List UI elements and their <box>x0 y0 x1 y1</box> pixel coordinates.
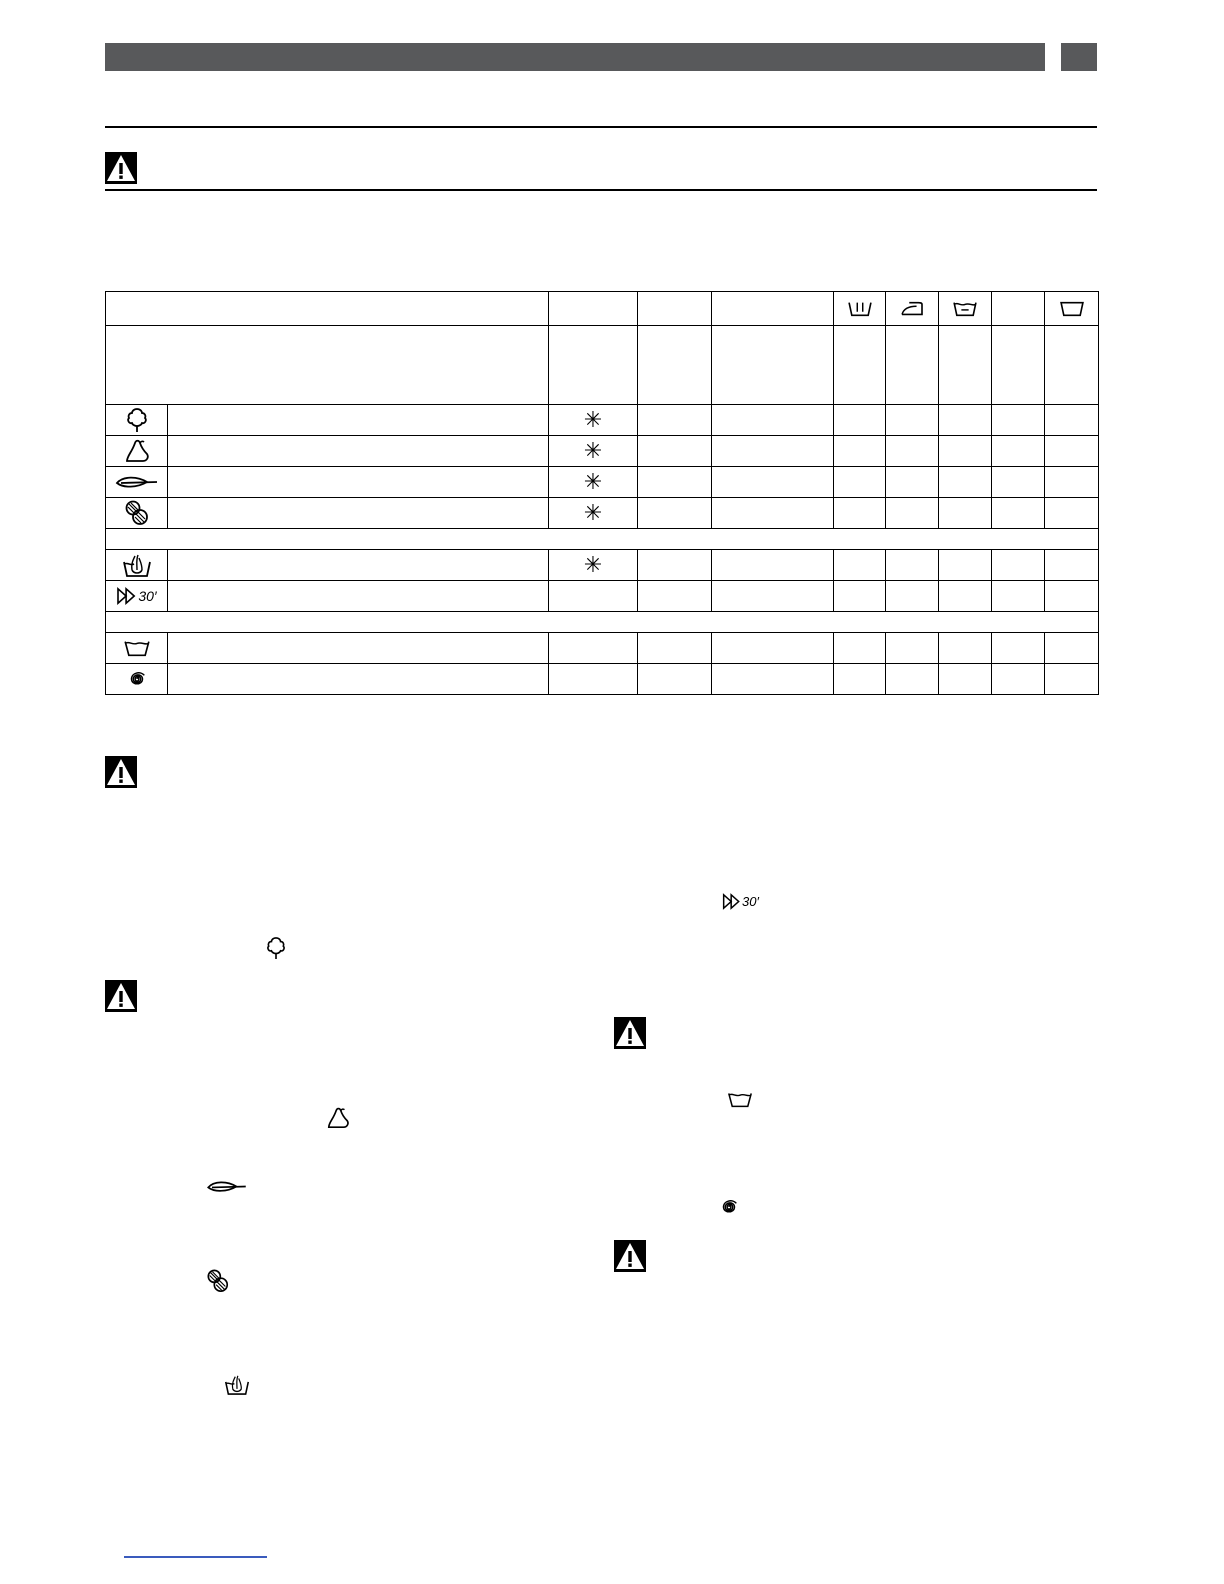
program-table <box>105 291 1099 695</box>
rinse-icon <box>727 1090 753 1109</box>
star-icon: ✳ <box>583 499 603 525</box>
hand-wash-icon <box>224 1373 250 1396</box>
warning-icon <box>105 756 137 788</box>
feather-icon <box>115 474 159 490</box>
table-separator-row <box>106 529 1099 550</box>
quick-30-icon <box>722 893 742 910</box>
quick-30-label: 30′ <box>742 894 759 909</box>
cotton-icon <box>265 935 287 961</box>
star-icon: ✳ <box>583 437 603 463</box>
wash-tub-icon <box>846 299 874 319</box>
star-icon: ✳ <box>583 406 603 432</box>
quick-30-label: 30′ <box>138 588 157 604</box>
header-program-cell <box>106 292 549 326</box>
table-row <box>106 581 1099 612</box>
header-care-cell <box>886 292 939 326</box>
table-row <box>106 467 1099 498</box>
synthetic-icon <box>124 438 150 464</box>
header-bar <box>105 43 1045 71</box>
warning-icon <box>614 1017 646 1049</box>
table-row <box>106 550 1099 581</box>
header-care-cell <box>834 292 886 326</box>
star-icon: ✳ <box>583 551 603 577</box>
warning-icon <box>105 980 137 1012</box>
wash-tub-icon <box>1058 299 1086 319</box>
table-header-row <box>106 292 1099 326</box>
section-rule-bottom <box>105 189 1097 191</box>
table-subheader-row <box>106 326 1099 405</box>
wool-icon <box>124 499 150 527</box>
rinse-icon <box>123 638 151 658</box>
quick-30-inline <box>722 893 759 910</box>
synthetic-icon <box>326 1106 350 1130</box>
feather-icon <box>206 1179 248 1194</box>
star-icon: ✳ <box>583 468 603 494</box>
iron-icon <box>898 299 926 319</box>
hand-wash-icon <box>122 552 152 578</box>
header-care-cell <box>939 292 992 326</box>
section-rule-top <box>105 126 1097 128</box>
warning-icon <box>614 1240 646 1272</box>
wool-icon <box>206 1268 230 1294</box>
table-row <box>106 405 1099 436</box>
hand-wash-icon <box>951 299 979 319</box>
table-row <box>106 498 1099 529</box>
cotton-icon <box>125 406 149 434</box>
footer-link-underline[interactable] <box>124 1556 267 1558</box>
quick-30-icon <box>116 587 138 605</box>
header-care-cell <box>1045 292 1099 326</box>
table-row <box>106 664 1099 695</box>
spin-icon <box>126 668 148 690</box>
table-separator-row <box>106 612 1099 633</box>
spin-icon <box>718 1196 740 1218</box>
table-row <box>106 633 1099 664</box>
warning-icon <box>105 152 137 184</box>
table-row <box>106 436 1099 467</box>
page-number-box <box>1061 43 1097 71</box>
